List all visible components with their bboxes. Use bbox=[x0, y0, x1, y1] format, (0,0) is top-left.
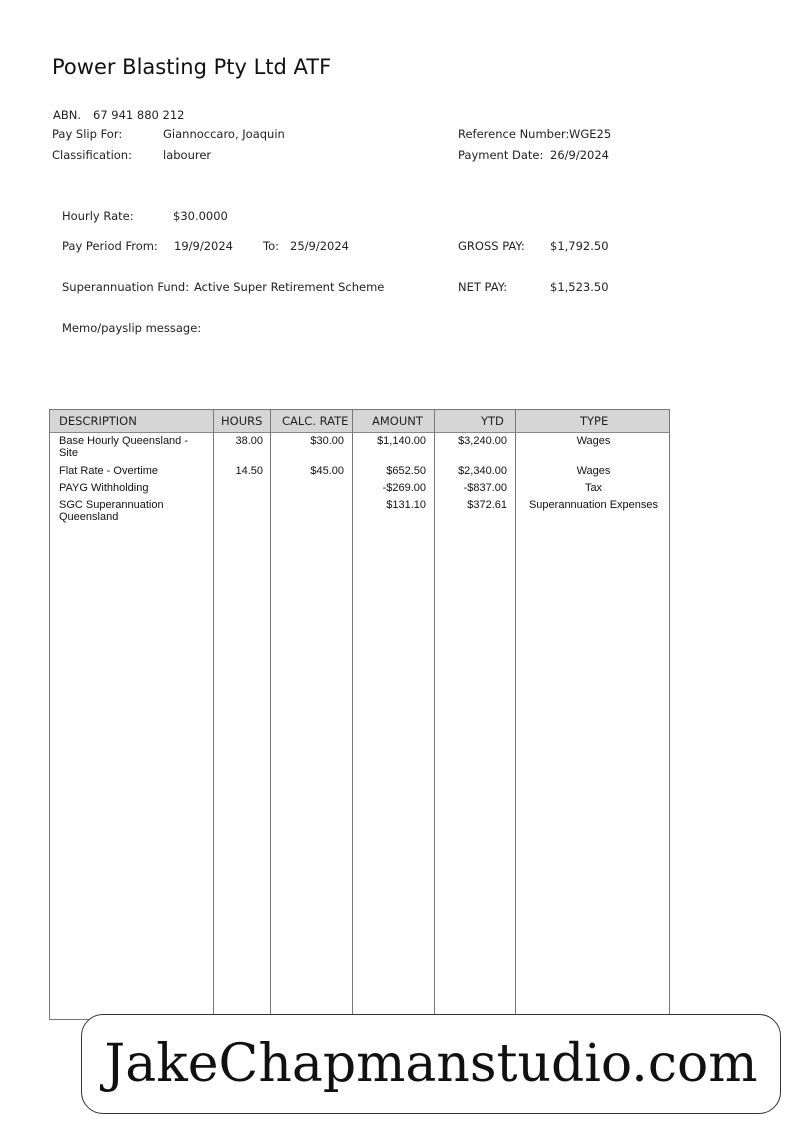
classification-label: Classification: bbox=[52, 148, 132, 162]
gross-pay-label: GROSS PAY: bbox=[458, 239, 525, 253]
row-ytd: $372.61 bbox=[467, 499, 507, 511]
company-name: Power Blasting Pty Ltd ATF bbox=[52, 55, 332, 79]
payment-date-label: Payment Date: bbox=[458, 148, 544, 162]
hourly-rate-label: Hourly Rate: bbox=[62, 209, 134, 223]
hourly-rate-value: $30.0000 bbox=[173, 209, 228, 223]
column-divider bbox=[270, 410, 271, 1019]
row-description-cont: Site bbox=[59, 447, 78, 459]
table-header bbox=[50, 410, 669, 433]
row-description: Flat Rate - Overtime bbox=[59, 465, 159, 477]
row-amount: $131.10 bbox=[386, 499, 426, 511]
net-pay-label: NET PAY: bbox=[458, 280, 508, 294]
row-ytd: $3,240.00 bbox=[458, 435, 507, 447]
row-description-cont: Queensland bbox=[59, 511, 119, 523]
column-divider bbox=[213, 410, 214, 1019]
row-description: PAYG Withholding bbox=[59, 482, 149, 494]
header-type: TYPE bbox=[580, 414, 609, 428]
row-calc-rate: $45.00 bbox=[310, 465, 344, 477]
row-amount: $1,140.00 bbox=[377, 435, 426, 447]
row-amount: -$269.00 bbox=[382, 482, 426, 494]
header-description: DESCRIPTION bbox=[59, 414, 137, 428]
row-amount: $652.50 bbox=[386, 465, 426, 477]
pay-slip-for-value: Giannoccaro, Joaquin bbox=[163, 127, 285, 141]
header-hours: HOURS bbox=[221, 414, 263, 428]
payment-date-value: 26/9/2024 bbox=[550, 148, 609, 162]
row-ytd: -$837.00 bbox=[463, 482, 507, 494]
row-type: Superannuation Expenses bbox=[528, 499, 659, 511]
gross-pay-value: $1,792.50 bbox=[550, 239, 609, 253]
classification-value: labourer bbox=[163, 148, 212, 162]
memo-label: Memo/payslip message: bbox=[62, 321, 202, 335]
row-description: SGC Superannuation bbox=[59, 499, 164, 511]
row-type: Tax bbox=[584, 482, 603, 494]
net-pay-value: $1,523.50 bbox=[550, 280, 609, 294]
row-type: Wages bbox=[576, 435, 611, 447]
row-description: Base Hourly Queensland - bbox=[59, 435, 189, 447]
pay-period-to-label: To: bbox=[263, 239, 279, 253]
pay-period-from: 19/9/2024 bbox=[174, 239, 233, 253]
row-hours: 38.00 bbox=[235, 435, 263, 447]
row-type: Wages bbox=[576, 465, 611, 477]
pay-period-to: 25/9/2024 bbox=[290, 239, 349, 253]
header-calc-rate: CALC. RATE bbox=[282, 414, 349, 428]
pay-items-table bbox=[49, 409, 670, 1020]
abn-value: 67 941 880 212 bbox=[93, 108, 185, 122]
reference-value: WGE25 bbox=[569, 127, 612, 141]
header-ytd: YTD bbox=[481, 414, 504, 428]
row-hours: 14.50 bbox=[235, 465, 263, 477]
pay-slip-for-label: Pay Slip For: bbox=[52, 127, 123, 141]
header-amount: AMOUNT bbox=[372, 414, 423, 428]
super-fund-value: Active Super Retirement Scheme bbox=[194, 280, 385, 294]
pay-period-label: Pay Period From: bbox=[62, 239, 158, 253]
super-fund-label: Superannuation Fund: bbox=[62, 280, 190, 294]
reference-label: Reference Number: bbox=[458, 127, 570, 141]
watermark-banner: JakeChapmanstudio.com bbox=[81, 1014, 781, 1114]
row-ytd: $2,340.00 bbox=[458, 465, 507, 477]
abn-label: ABN. bbox=[53, 108, 82, 122]
row-calc-rate: $30.00 bbox=[310, 435, 344, 447]
